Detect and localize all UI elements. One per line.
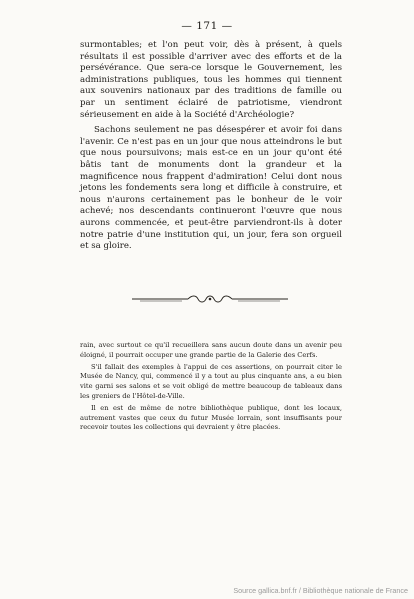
footnote: Il en est de même de notre bibliothèque publique, dont les locaux, autrement vastes que ceux du futur Musée lorrain, sont insuffisants pour recevoir toutes les collections qui devraient y être placées. <box>80 403 342 432</box>
page-number: — 171 — <box>181 20 233 32</box>
footnote: rain, avec surtout ce qu'il recueillera sans aucun doute dans un avenir peu éloigné, il pourrait occuper une grande partie de la Galerie des Cerfs. <box>80 341 342 359</box>
ornament-divider <box>130 294 290 304</box>
footnotes <box>80 341 342 433</box>
paragraph: surmontables; et l'on peut voir, dès à présent, à quels résultats il est possible d'arriver avec des efforts et de la persévérance. Que sera-ce lorsque le Gouvernement, les administrations publiques, tous les hommes qui tiennent aux souvenirs nationaux par des traditions de famille ou par un sentiment éclairé de patriotisme, viendront sérieusement en aide à la Société d'Archéologie? <box>80 40 342 120</box>
footnote: S'il fallait des exemples à l'appui de ces assertions, on pourrait citer le Musée de Nancy, qui, commencé il y a tout au plus cinquante ans, a eu bien vite garni ses salons et se voit obligé de mettre beaucoup de tableaux dans les greniers de l'Hôtel-de-Ville. <box>80 362 342 400</box>
source-credit: Source gallica.bnf.fr / Bibliothèque nationale de France <box>233 586 408 595</box>
paragraph: Sachons seulement ne pas désespérer et avoir foi dans l'avenir. Ce n'est pas en un jour que nous atteindrons le but que nous poursuivons; mais est-ce en un jour qu'ont été bâtis tant de monuments dont la grandeur et la magnificence nous frappent d'admiration! Celui dont nous jetons les fondements sera long et difficile à construire, et nous n'aurons certainement pas le bonheur de le voir achevé; nos descendants continueront l'œuvre que nous aurons commencée, et peut-être parviendront-ils à doter notre patrie d'une institution qui, un jour, fera son orgueil et sa gloire. <box>80 125 342 252</box>
main-text <box>80 40 342 253</box>
